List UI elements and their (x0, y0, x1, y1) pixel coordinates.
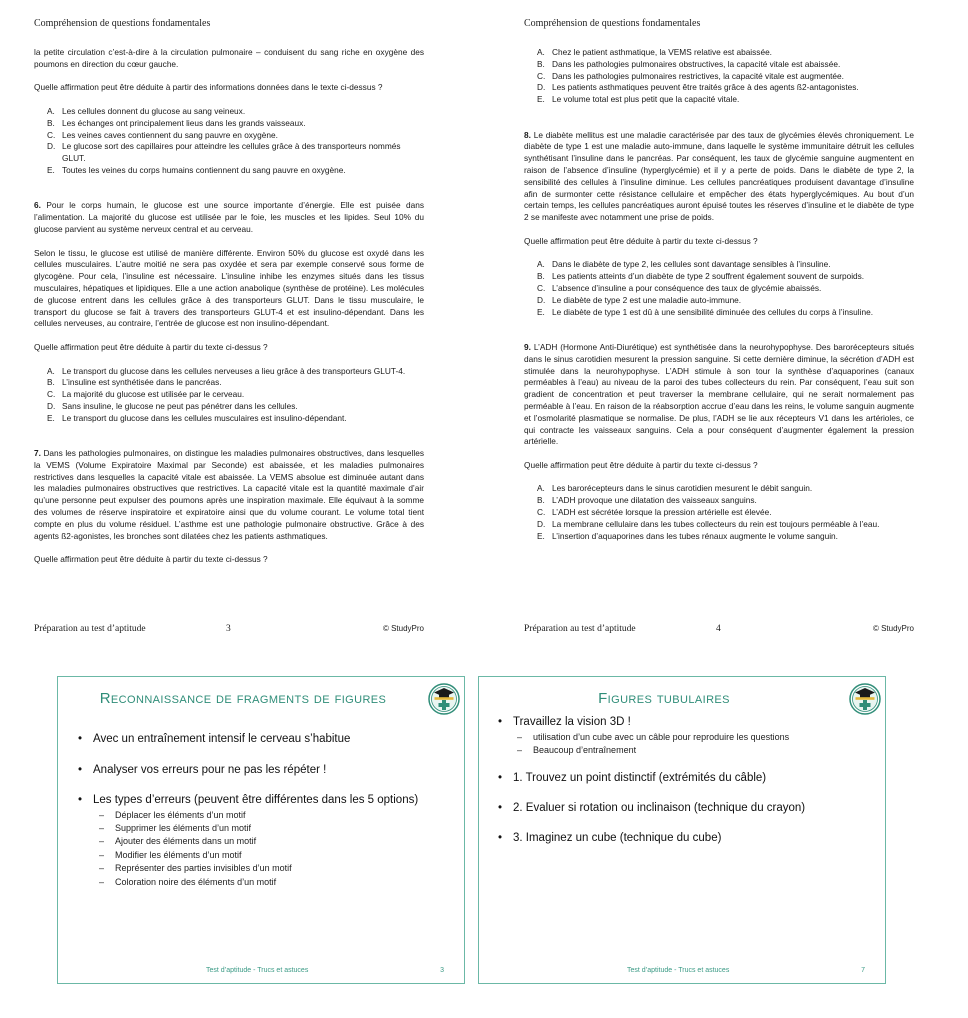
slide-number: 7 (861, 967, 865, 974)
document-page-4 (524, 0, 964, 648)
answer-option: D. La membrane cellulaire dans les tubes collecteurs du rein est toujours perméable à l’eau. (537, 518, 880, 529)
slide-bullet: • Avec un entraînement intensif le cerveau s’habitue (78, 733, 351, 745)
answer-option: E. Le transport du glucose dans les cellules musculaires est insulino-dépendant. (47, 412, 347, 423)
answer-option: C. Les veines caves contiennent du sang pauvre en oxygène. (47, 129, 278, 140)
answer-option: B. L’insuline est synthétisée dans le pancréas. (47, 377, 222, 388)
graduation-cap-logo-icon (849, 683, 881, 715)
slide-sub-bullet: – utilisation d’un cube avec un câble pour reproduire les questions (517, 732, 790, 742)
slide-bullet: • Travaillez la vision 3D ! (498, 716, 631, 728)
question-number: 7. (34, 448, 41, 459)
question-number: 8. (524, 129, 531, 140)
slide-title: Figures tubulaires (598, 690, 730, 707)
slide-footer-text: Test d’aptitude - Trucs et astuces (206, 967, 309, 974)
answer-option: A. Les cellules donnent du glucose au sang veineux. (47, 105, 246, 116)
slide-tubular-figures (478, 676, 886, 984)
answer-option: D. Le glucose sort des capillaires pour atteindre les cellules grâce à des transporteurs nommés GLUT. (47, 141, 401, 164)
answer-option: D. Les patients asthmatiques peuvent être traités grâce à des agents ß2-antagonistes. (537, 82, 859, 93)
question-prompt: Quelle affirmation peut être déduite à partir des informations données dans le texte ci-dessus ? (34, 82, 383, 93)
answer-list (524, 259, 914, 318)
page-header: Compréhension de questions fondamentales (524, 18, 701, 29)
slide-sub-bullet: – Supprimer les éléments d’un motif (99, 823, 252, 833)
answer-option: D. Sans insuline, le glucose ne peut pas pénétrer dans les cellules. (47, 400, 298, 411)
slide-footer (58, 967, 464, 979)
answer-option: B. Les patients atteints d’un diabète de type 2 souffrent également souvent de surpoids. (537, 271, 865, 282)
question-prompt: Quelle affirmation peut être déduite à partir du texte ci-dessus ? (34, 554, 268, 565)
page-header: Compréhension de questions fondamentales (34, 18, 211, 29)
question-prompt: Quelle affirmation peut être déduite à partir du texte ci-dessus ? (34, 341, 268, 352)
answer-option: A. Dans le diabète de type 2, les cellules sont davantage sensibles à l’insuline. (537, 259, 831, 270)
answer-option: A. Les barorécepteurs dans le sinus carotidien mesurent le débit sanguin. (537, 483, 813, 494)
copyright: © StudyPro (872, 624, 914, 633)
slide-footer (479, 967, 885, 979)
page-number: 3 (226, 624, 231, 634)
question-text: 9. L’ADH (Hormone Anti-Diurétique) est synthétisée dans la neurohypophyse. Des barorécepteurs situés dans le sinus carotidien mesurent la pression sanguine. Si cette dernière diminue, la sécrétion d’ADH est stimulée dans la neurohypophyse. L’ADH stimule à son tour la synthèse d’aquaporines (canaux perméables à l’eau) au niveau de la paroi des tubes collecteurs du rein. Par conséquent, l’eau suit son gradient de concentration et peut traverser la membrane cellulaire, qui ne serait normalement pas perméable à l’eau. En raison de la réabsorption accrue d’eau dans les reins, le volume sanguin augmente et l’osmolarité plasmatique se normalise. De plus, l’ADH se lie aux récepteurs V1 dans les artérioles, ce qui contracte les vaisseaux sanguins. Cela a pour conséquent d’augmenter également la pression artérielle. (524, 341, 914, 447)
slide-sub-bullet: – Coloration noire des éléments d’un motif (99, 877, 277, 887)
question-text: 8. Le diabète mellitus est une maladie caractérisée par des taux de glycémies élevés chroniquement. Le diabète de type 1 est une maladie auto-immune, dans laquelle le système immunitaire détruit les cellules synthétisant l’insuline dans le pancréas. Par conséquent, les taux de glycémie sanguine augmentent en raison de l’absence d’insuline (hyperglycémie) et il y a perte de poids. Dans le diabète de type 2, la sensibilité des cellules à l’insuline diminue. Les cellules pancréatiques produisent davantage d’insuline afin de surmonter cette résistance cellulaire et empêcher des états hyperglycémiques. Au bout d’un certain temps, les cellules pancréatiques auront épuisé toutes les réserves d’insuline et le diabète de type 2 se manifeste avec notamment une prise de poids. (524, 129, 914, 223)
answer-option: B. Dans les pathologies pulmonaires obstructives, la capacité vitale est abaissée. (537, 58, 841, 69)
answer-option: E. L’insertion d’aquaporines dans les tubes rénaux augmente le volume sanguin. (537, 530, 838, 541)
answer-list (34, 106, 424, 177)
question-number: 6. (34, 200, 41, 211)
answer-list (524, 483, 914, 542)
answer-option: A. Le transport du glucose dans les cellules nerveuses a lieu grâce à des transporteurs GLUT-4. (47, 365, 406, 376)
answer-option: E. Le volume total est plus petit que la capacité vitale. (537, 94, 740, 105)
question-text: 7. Dans les pathologies pulmonaires, on distingue les maladies pulmonaires obstructives, dans lesquelles la VEMS (Volume Expiratoire Maximal par Seconde) est abaissée, et les maladies pulmonaires restrictives dans lesquelles la capacité vitale est abaissée. La VEMS absolue est diminuée autant dans les maladies pulmonaires obstructives que restrictives. La capacité vitale est la quantité maximale d’air qu’une personne peut expulser des poumons après une inspiration maximale. Elle équivaut à la somme des volumes de réserve inspiratoire et expiratoire ainsi que du volume courant. Le volume total tient compte en plus du volume résiduel. L’asthme est une pathologie pulmonaire obstructive. Grâce à des agents ß2-agonistes, les bronches sont dilatées chez les patients asthmatiques. (34, 448, 424, 541)
answer-option: E. Le diabète de type 1 est dû à une sensibilité diminuée des cellules du corps à l’insuline. (537, 306, 874, 317)
page-footer (524, 624, 914, 638)
slide-title: Reconnaissance de fragments de figures (99, 690, 387, 707)
paragraph: Selon le tissu, le glucose est utilisé de manière différente. Environ 50% du glucose est oxydé dans les cellules musculaires. L’autre moitié ne sera pas oxydée et sera par exemple conservé sous forme de glycogène. Pour cela, l’insuline est nécessaire. L’insuline inhibe les enzymes situés dans les tissus musculaires, hépatiques et lipidiques. Elle a une action anabolique (synthèse de protéine). Les molécules de glucose entrent dans les cellules grâce à des transporteurs GLUT. Dans le tissu musculaire, le transport du glucose se fait à travers des transporteurs GLUT-4 et est insulino-dépendant. Dans les cellules nerveuses, au contraire, l’entrée de glucose est non insulino-dépendant. (34, 247, 424, 329)
slide-sub-bullet: – Ajouter des éléments dans un motif (99, 836, 257, 846)
slide-footer-text: Test d’aptitude - Trucs et astuces (627, 967, 730, 974)
question-prompt: Quelle affirmation peut être déduite à partir du texte ci-dessus ? (524, 235, 758, 246)
slide-bullet: • 2. Evaluer si rotation ou inclinaison (technique du crayon) (498, 802, 806, 814)
paragraph: la petite circulation c’est-à-dire à la circulation pulmonaire – conduisent du sang riche en oxygène des poumons en direction du cœur gauche. (34, 47, 424, 69)
document-page-3 (34, 0, 474, 648)
graduation-cap-logo-icon (428, 683, 460, 715)
slide-bullet: • Les types d’erreurs (peuvent être différentes dans les 5 options) (78, 794, 419, 806)
answer-option: A. Chez le patient asthmatique, la VEMS relative est abaissée. (537, 47, 772, 57)
page-footer (34, 624, 424, 638)
answer-option: B. L’ADH provoque une dilatation des vaisseaux sanguins. (537, 495, 757, 506)
slide-bullet: • 3. Imaginez un cube (technique du cube) (498, 832, 722, 844)
page-body (524, 47, 914, 554)
answer-option: E. Toutes les veines du corps humains contiennent du sang pauvre en oxygène. (47, 164, 346, 175)
answer-list (34, 366, 424, 425)
footer-title: Préparation au test d’aptitude (524, 624, 636, 634)
page-body (34, 47, 424, 578)
question-text: 6. Pour le corps humain, le glucose est une source importante d’énergie. Elle est puisée dans l’alimentation. La majorité du glucose est utilisée par le foie, les muscles et les lipides. Seul 10% du glucose parvient au système nerveux central et au cerveau. (34, 200, 424, 234)
slide-number: 3 (440, 967, 444, 974)
question-prompt: Quelle affirmation peut être déduite à partir du texte ci-dessus ? (524, 459, 758, 470)
answer-list (524, 47, 914, 106)
answer-option: B. Les échanges ont principalement lieus dans les grands vaisseaux. (47, 117, 306, 128)
answer-option: C. L’absence d’insuline a pour conséquence des taux de glycémie abaissés. (537, 282, 822, 293)
answer-option: C. L’ADH est sécrétée lorsque la pression artérielle est élevée. (537, 507, 772, 518)
page-number: 4 (716, 624, 721, 634)
answer-option: C. Dans les pathologies pulmonaires restrictives, la capacité vitale est augmentée. (537, 70, 844, 81)
slide-figure-fragments (57, 676, 465, 984)
slide-sub-bullet: – Déplacer les éléments d’un motif (99, 810, 246, 820)
slide-bullet: • 1. Trouvez un point distinctif (extrémités du câble) (498, 772, 767, 784)
slide-sub-bullet: – Beaucoup d’entraînement (517, 745, 637, 755)
copyright: © StudyPro (382, 624, 424, 633)
slide-sub-bullet: – Modifier les éléments d’un motif (99, 850, 242, 860)
answer-option: C. La majorité du glucose est utilisée par le cerveau. (47, 389, 245, 400)
answer-option: D. Le diabète de type 2 est une maladie auto-immune. (537, 294, 742, 305)
slide-sub-bullet: – Représenter des parties invisibles d’un motif (99, 863, 292, 873)
question-number: 9. (524, 341, 531, 352)
footer-title: Préparation au test d’aptitude (34, 624, 146, 634)
slide-bullet: • Analyser vos erreurs pour ne pas les répéter ! (78, 764, 327, 776)
